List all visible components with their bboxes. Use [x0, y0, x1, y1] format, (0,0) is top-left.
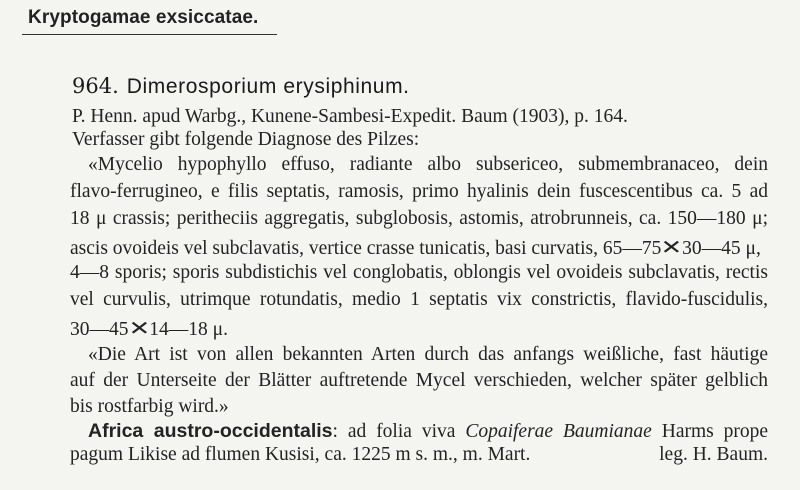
latin-line-2: flavo-ferrugineo, e filis septatis, ramosis, primo hyalinis dein fuscescentibus ca. 5 ad — [70, 181, 768, 202]
locality-separator: : — [332, 421, 338, 442]
series-header: Kryptogamae exsiccatae. — [28, 7, 259, 28]
german-line-1: «Die Art ist von allen bekannten Arten durch das anfangs weißliche, fast häutige — [88, 344, 768, 365]
locality-text-1: ad folia viva — [347, 421, 456, 442]
latin-line-3: 18 μ crassis; peritheciis aggregatis, subglobosis, astomis, atrobrunneis, ca. 150—180 μ; — [70, 208, 768, 229]
host-plant: Copaiferae Baumianae — [465, 421, 652, 442]
times-cross-icon: ✕ — [127, 316, 150, 340]
latin-line-6: vel curvulis, utrimque rotundatis, medio 1 septatis vix constrictis, flavido-fuscidulis, — [70, 289, 768, 310]
latin-line-5: 4—8 sporis; sporis subdistichis vel conglobatis, oblongis vel ovoideis subclavatis, rectis — [70, 262, 768, 283]
latin-line-7 — [70, 316, 228, 341]
latin-line-4a: ascis ovoideis vel subclavatis, vertice crasse tunicatis, basi curvatis, 65—75 — [70, 238, 662, 259]
locality-region: Africa austro-occidentalis — [88, 420, 333, 442]
german-line-2: auf der Unterseite der Blätter auftretende Mycel verschieden, welcher später gelblich — [70, 370, 768, 391]
latin-line-7b: 14—18 μ. — [149, 319, 228, 340]
citation: P. Henn. apud Warbg., Kunene-Sambesi-Expedit. Baum (1903), p. 164. — [72, 106, 628, 127]
latin-line-1: «Mycelio hypophyllo effuso, radiante albo subsericeo, submembranaceo, dein — [88, 154, 768, 175]
header-rule — [22, 34, 277, 35]
collector: leg. H. Baum. — [659, 444, 768, 465]
intro-line: Verfasser gibt folgende Diagnose des Pilzes: — [72, 129, 420, 150]
latin-line-4b: 30—45 μ, — [682, 238, 761, 259]
locality-line-2: pagum Likise ad flumen Kusisi, ca. 1225 m s. m., m. Mart. — [70, 444, 531, 465]
german-line-3: bis rostfarbig wird.» — [70, 396, 229, 417]
latin-line-7a: 30—45 — [70, 319, 129, 340]
entry-number: 964. — [72, 74, 119, 98]
species-name: Dimerosporium erysiphinum. — [126, 75, 410, 98]
locality-line-1 — [88, 420, 768, 444]
latin-line-4 — [70, 235, 761, 260]
entry-title — [72, 74, 410, 99]
locality-text-2: Harms prope — [661, 421, 768, 442]
times-cross-icon: ✕ — [660, 235, 683, 259]
